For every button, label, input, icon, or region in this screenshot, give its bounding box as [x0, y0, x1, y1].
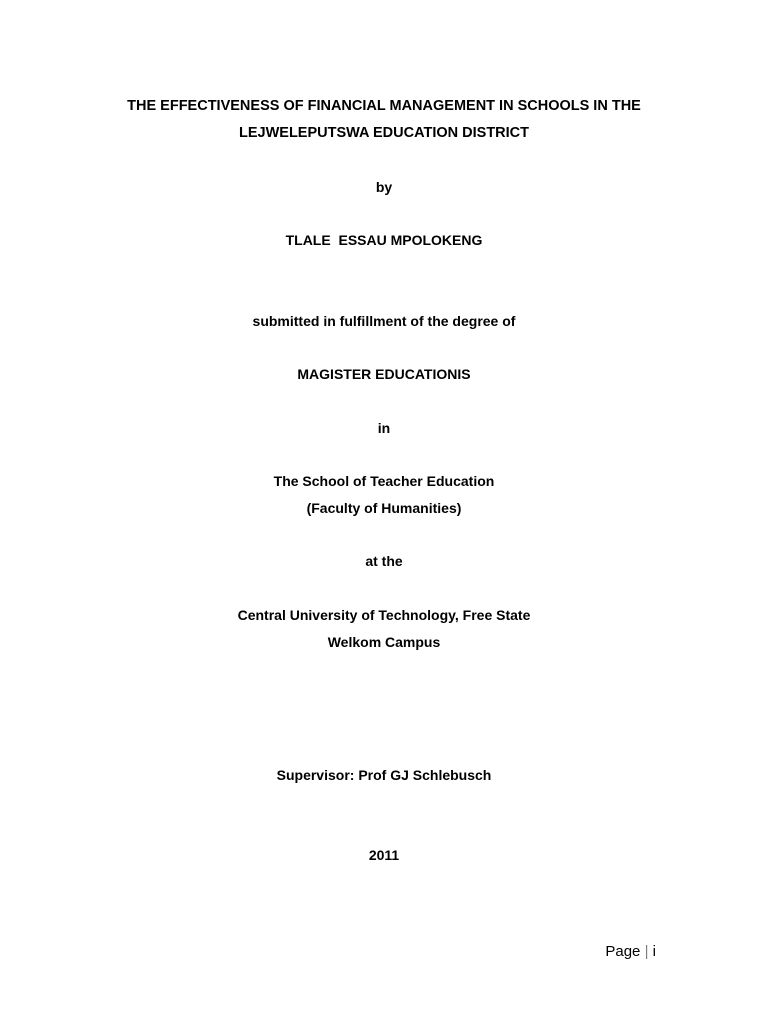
supervisor-line: Supervisor: Prof GJ Schlebusch — [276, 767, 492, 783]
submission-statement: submitted in fulfillment of the degree of — [252, 313, 516, 329]
in-label: in — [377, 420, 391, 436]
school-name: The School of Teacher Education — [273, 473, 495, 489]
by-label: by — [375, 179, 393, 195]
university-name: Central University of Technology, Free State — [237, 607, 531, 623]
page-label: Page — [605, 943, 641, 960]
year: 2011 — [368, 847, 400, 863]
page-separator: | — [644, 943, 649, 960]
page-number: i — [652, 943, 656, 960]
thesis-title-line-2: LEJWELEPUTSWA EDUCATION DISTRICT — [239, 125, 529, 141]
author-name: TLALE ESSAU MPOLOKENG — [285, 232, 483, 248]
page-footer — [605, 942, 656, 962]
degree-name: MAGISTER EDUCATIONIS — [297, 366, 471, 382]
campus-name: Welkom Campus — [327, 634, 441, 650]
at-the-label: at the — [365, 553, 403, 569]
faculty-name: (Faculty of Humanities) — [306, 500, 462, 516]
thesis-title-line-1: THE EFFECTIVENESS OF FINANCIAL MANAGEMENT IN SCHOOLS IN THE — [127, 98, 641, 114]
